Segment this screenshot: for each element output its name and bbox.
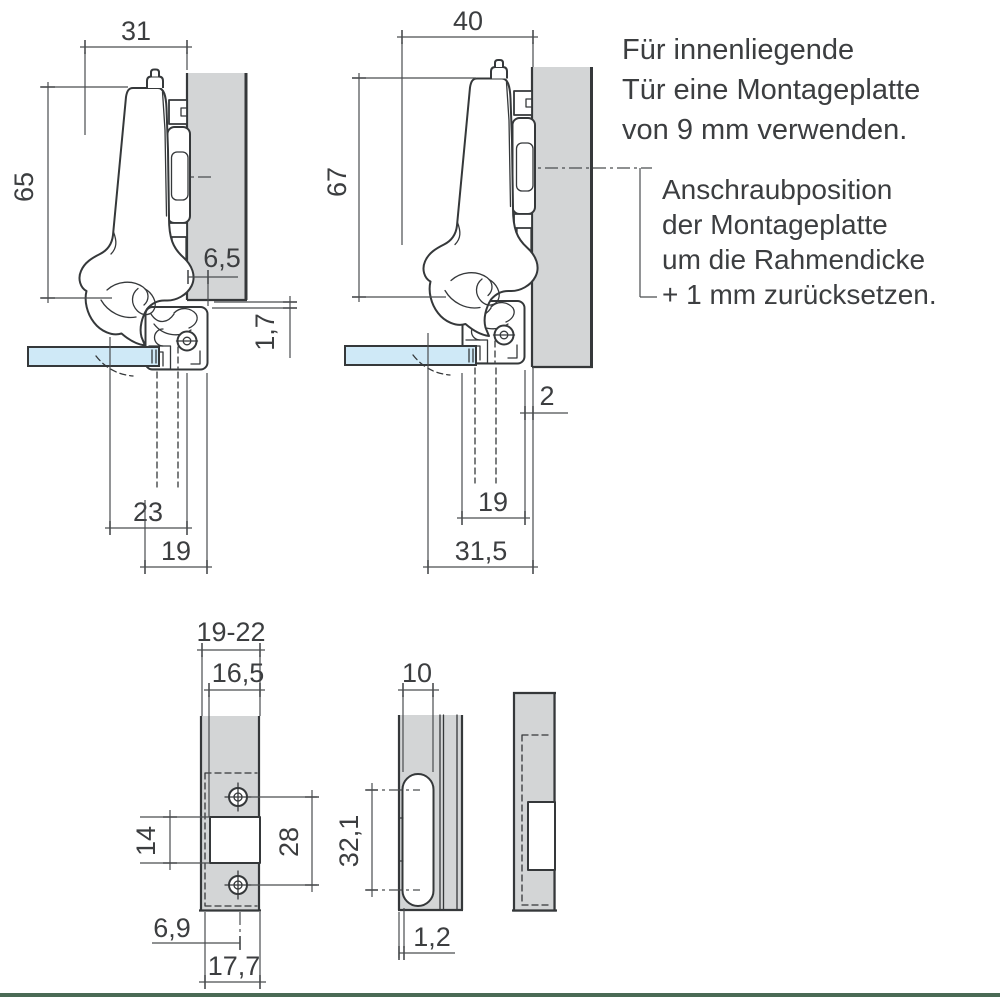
note-line: Für innenliegende xyxy=(622,34,855,66)
dim-6-9: 6,9 xyxy=(153,913,191,943)
note-line: von 9 mm verwenden. xyxy=(622,114,908,146)
dim-32-1: 32,1 xyxy=(334,814,364,868)
glass-door-panel xyxy=(345,346,476,375)
dim-19-inset: 19 xyxy=(477,487,509,517)
frame-profile-view xyxy=(334,658,463,960)
note-line: um die Rahmendicke xyxy=(662,244,926,275)
inset-hinge-view xyxy=(322,6,657,574)
glass-door-panel xyxy=(28,347,159,376)
dim-40: 40 xyxy=(452,6,484,36)
overlay-hinge-view xyxy=(9,16,297,574)
divider-line xyxy=(0,993,1000,997)
note-inset-door xyxy=(622,30,920,150)
note-line: Tür eine Montageplatte xyxy=(622,74,921,106)
note-leader-bracket xyxy=(640,168,657,297)
note-line: + 1 mm zurücksetzen. xyxy=(662,279,937,310)
dim-10: 10 xyxy=(401,658,433,688)
dim-19-22: 19-22 xyxy=(196,617,266,647)
dim-28: 28 xyxy=(274,826,304,858)
slot-cutout xyxy=(403,774,434,906)
dim-14: 14 xyxy=(131,825,161,857)
frame-edge-view xyxy=(512,692,557,912)
cabinet-frame-panel xyxy=(532,67,593,367)
frame-front-view xyxy=(131,617,319,989)
dim-31-5: 31,5 xyxy=(454,536,508,566)
dim-23: 23 xyxy=(132,497,164,527)
frame-cutout xyxy=(528,802,555,870)
note-line: Anschraubposition xyxy=(662,174,893,205)
dim-65: 65 xyxy=(9,171,39,203)
note-line: der Montageplatte xyxy=(662,209,888,240)
dim-31: 31 xyxy=(120,16,152,46)
dim-1-2: 1,2 xyxy=(413,922,451,952)
dim-16-5: 16,5 xyxy=(211,658,265,688)
screw-projection-lines xyxy=(475,368,496,483)
dim-19-overlay: 19 xyxy=(160,536,192,566)
dim-67: 67 xyxy=(322,166,352,198)
note-screw-position xyxy=(662,172,937,312)
dim-2: 2 xyxy=(539,381,555,411)
dim-17-7: 17,7 xyxy=(207,951,261,981)
dim-6-5: 6,5 xyxy=(203,243,241,273)
screw-projection-lines xyxy=(157,372,178,487)
frame-cutout xyxy=(210,817,260,863)
dim-1-7: 1,7 xyxy=(250,313,280,351)
